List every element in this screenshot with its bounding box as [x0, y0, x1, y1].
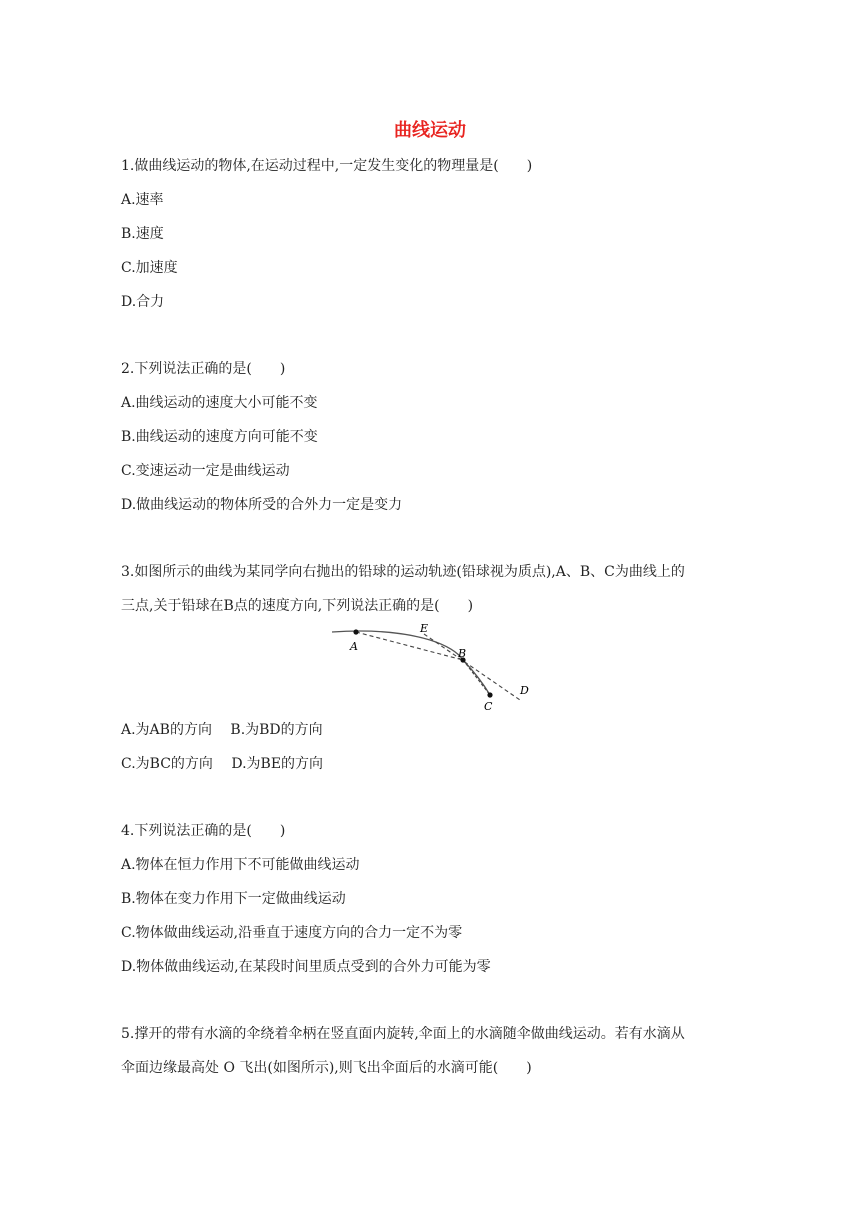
point-a	[353, 629, 358, 634]
q1-option-d: D.合力	[121, 294, 165, 310]
q1-option-c: C.加速度	[121, 260, 178, 276]
label-d: D	[520, 684, 529, 697]
q5-stem-line1: 5.撑开的带有水滴的伞绕着伞柄在竖直面内旋转,伞面上的水滴随伞做曲线运动。若有水滴从	[121, 1026, 685, 1042]
q1-option-b: B.速度	[121, 226, 164, 242]
trajectory-figure	[330, 620, 540, 716]
q2-option-b: B.曲线运动的速度方向可能不变	[121, 429, 318, 445]
q2-option-d: D.做曲线运动的物体所受的合外力一定是变力	[121, 497, 403, 513]
q4-option-a: A.物体在恒力作用下不可能做曲线运动	[121, 857, 360, 873]
q2-option-c: C.变速运动一定是曲线运动	[121, 463, 290, 479]
page-title: 曲线运动	[394, 120, 466, 141]
q2-stem: 2.下列说法正确的是( )	[121, 361, 286, 377]
chord-ab	[356, 632, 463, 660]
q3-stem-line1: 3.如图所示的曲线为某同学向右抛出的铅球的运动轨迹(铅球视为质点),A、B、C为曲线上的	[121, 564, 685, 580]
point-c	[487, 692, 492, 697]
label-e: E	[420, 622, 429, 635]
q4-stem: 4.下列说法正确的是( )	[121, 823, 286, 839]
q4-option-d: D.物体做曲线运动,在某段时间里质点受到的合外力可能为零	[121, 959, 491, 975]
tangent-ed	[424, 634, 520, 700]
q3-stem-line2: 三点,关于铅球在B点的速度方向,下列说法正确的是( )	[121, 598, 474, 614]
label-b: B	[458, 647, 467, 660]
q1-option-a: A.速率	[121, 192, 164, 208]
q4-option-c: C.物体做曲线运动,沿垂直于速度方向的合力一定不为零	[121, 925, 463, 941]
label-c: C	[484, 700, 493, 713]
chord-bc	[463, 660, 490, 695]
label-a: A	[350, 640, 358, 653]
q5-stem-line2: 伞面边缘最高处 O 飞出(如图所示),则飞出伞面后的水滴可能( )	[121, 1060, 532, 1076]
q4-option-b: B.物体在变力作用下一定做曲线运动	[121, 891, 346, 907]
q1-stem: 1.做曲线运动的物体,在运动过程中,一定发生变化的物理量是( )	[121, 158, 533, 174]
q3-options-row1: A.为AB的方向 B.为BD的方向	[121, 722, 323, 738]
q2-option-a: A.曲线运动的速度大小可能不变	[121, 395, 318, 411]
q3-options-row2: C.为BC的方向 D.为BE的方向	[121, 756, 324, 772]
